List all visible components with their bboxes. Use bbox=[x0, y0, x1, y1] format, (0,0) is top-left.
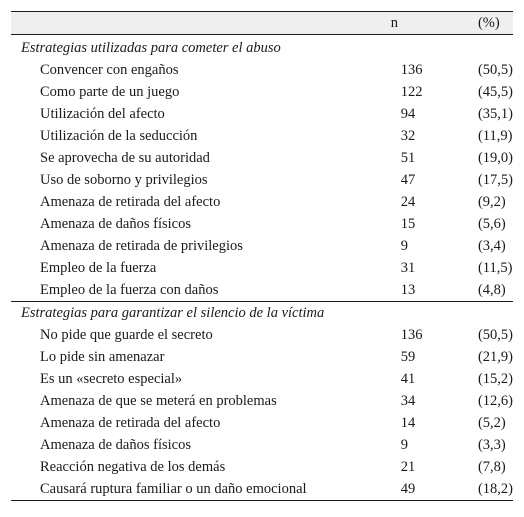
row-pct-value: (18,2) bbox=[478, 478, 513, 501]
table-row bbox=[11, 279, 513, 302]
row-pct-value: (11,9) bbox=[477, 128, 513, 144]
row-pct-value: (50,5) bbox=[477, 327, 513, 343]
row-pct-value: (17,5) bbox=[477, 172, 513, 188]
row-n-value: 31 bbox=[400, 260, 416, 276]
row-label: Como parte de un juego bbox=[40, 84, 180, 100]
row-label: Amenaza de retirada de privilegios bbox=[40, 238, 243, 254]
table-row bbox=[11, 412, 513, 434]
row-n-value: 49 bbox=[391, 478, 478, 501]
table-row bbox=[11, 456, 513, 478]
table-row bbox=[11, 191, 513, 213]
row-pct-value: (15,2) bbox=[477, 371, 513, 387]
row-label: Empleo de la fuerza bbox=[40, 260, 157, 276]
row-label: Empleo de la fuerza con daños bbox=[40, 282, 219, 298]
section-title-row bbox=[11, 302, 513, 325]
row-n-value: 136 bbox=[400, 327, 423, 343]
row-label: Se aprovecha de su autoridad bbox=[40, 150, 210, 166]
row-label: Amenaza de que se meterá en problemas bbox=[40, 393, 277, 409]
table-row bbox=[11, 213, 513, 235]
row-n-value: 94 bbox=[400, 106, 416, 122]
row-n-value: 9 bbox=[400, 437, 409, 453]
row-label: Convencer con engaños bbox=[40, 62, 179, 78]
row-pct-value: (50,5) bbox=[477, 62, 513, 78]
row-n-value: 136 bbox=[400, 62, 423, 78]
row-n-value: 59 bbox=[400, 349, 416, 365]
table-row bbox=[11, 324, 513, 346]
row-pct-value: (19,0) bbox=[477, 150, 513, 166]
row-n-value: 24 bbox=[400, 194, 416, 210]
row-n-value: 34 bbox=[400, 393, 416, 409]
row-pct-value: (7,8) bbox=[477, 459, 506, 475]
header-n-cell: n bbox=[390, 15, 399, 31]
row-label: Lo pide sin amenazar bbox=[40, 349, 165, 365]
table-row bbox=[11, 368, 513, 390]
header-row bbox=[11, 12, 513, 35]
row-pct-value: (5,2) bbox=[477, 415, 506, 431]
table-row bbox=[11, 81, 513, 103]
table-header bbox=[11, 12, 513, 35]
row-pct-value: (11,5) bbox=[477, 260, 513, 276]
data-table-container bbox=[11, 11, 513, 501]
row-n-value: 32 bbox=[400, 128, 416, 144]
row-n-value: 21 bbox=[400, 459, 416, 475]
row-label: Es un «secreto especial» bbox=[40, 371, 183, 387]
row-n-value: 122 bbox=[400, 84, 423, 100]
table-row bbox=[11, 235, 513, 257]
row-pct-value: (3,4) bbox=[477, 238, 506, 254]
table-row bbox=[11, 125, 513, 147]
table-row bbox=[11, 169, 513, 191]
row-pct-value: (12,6) bbox=[477, 393, 513, 409]
header-pct-cell: (%) bbox=[477, 15, 500, 31]
row-pct-value: (21,9) bbox=[477, 349, 513, 365]
row-pct-value: (4,8) bbox=[477, 282, 506, 298]
table-row bbox=[11, 390, 513, 412]
header-label-cell bbox=[11, 12, 391, 35]
section-abuse-strategies bbox=[11, 35, 513, 302]
row-label: Utilización de la seducción bbox=[40, 128, 198, 144]
row-label: Amenaza de daños físicos bbox=[40, 216, 191, 232]
row-n-value: 9 bbox=[400, 238, 409, 254]
table-row bbox=[11, 478, 513, 501]
row-label: Amenaza de retirada del afecto bbox=[40, 194, 221, 210]
data-table bbox=[11, 11, 513, 501]
row-pct-value: (35,1) bbox=[477, 106, 513, 122]
row-n-value: 51 bbox=[400, 150, 416, 166]
section-title-row bbox=[11, 35, 513, 60]
row-n-value: 47 bbox=[400, 172, 416, 188]
table-row bbox=[11, 59, 513, 81]
section-title: Estrategias utilizadas para cometer el abuso bbox=[21, 40, 281, 56]
table-row bbox=[11, 103, 513, 125]
row-n-value: 41 bbox=[400, 371, 416, 387]
row-pct-value: (45,5) bbox=[477, 84, 513, 100]
table-row bbox=[11, 434, 513, 456]
row-pct-value: (9,2) bbox=[477, 194, 506, 210]
row-label: Causará ruptura familiar o un daño emocional bbox=[11, 478, 391, 501]
row-n-value: 15 bbox=[400, 216, 416, 232]
row-pct-value: (3,3) bbox=[477, 437, 506, 453]
row-label: Utilización del afecto bbox=[40, 106, 165, 122]
table-row bbox=[11, 147, 513, 169]
row-pct-value: (5,6) bbox=[477, 216, 506, 232]
table-row bbox=[11, 346, 513, 368]
row-n-value: 13 bbox=[400, 282, 416, 298]
row-label: Amenaza de daños físicos bbox=[40, 437, 191, 453]
table-row bbox=[11, 257, 513, 279]
row-label: Uso de soborno y privilegios bbox=[40, 172, 208, 188]
section-title: Estrategias para garantizar el silencio de la víctima bbox=[11, 302, 513, 325]
row-n-value: 14 bbox=[400, 415, 416, 431]
row-label: No pide que guarde el secreto bbox=[40, 327, 213, 343]
section-silence-strategies bbox=[11, 302, 513, 501]
row-label: Amenaza de retirada del afecto bbox=[40, 415, 221, 431]
row-label: Reacción negativa de los demás bbox=[40, 459, 226, 475]
